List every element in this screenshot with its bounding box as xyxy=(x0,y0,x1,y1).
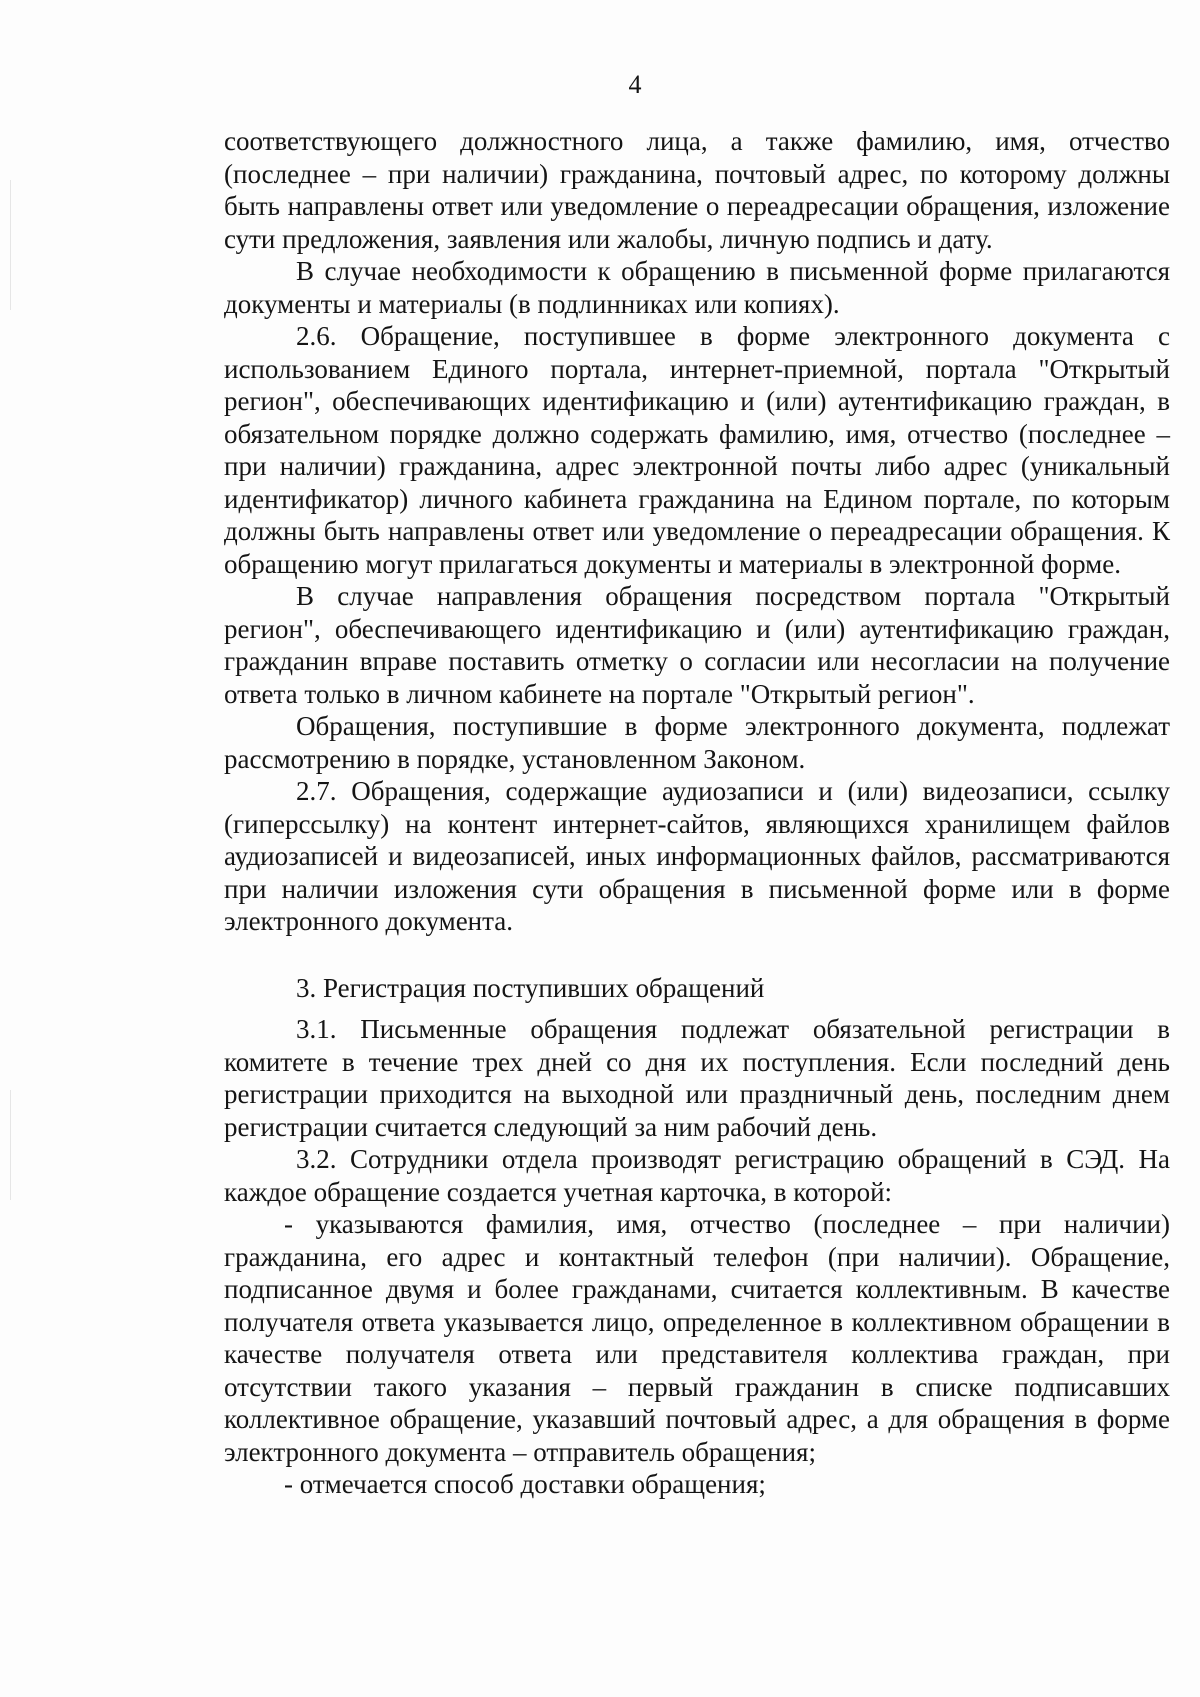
paragraph-3-2: 3.2. Сотрудники отдела производят регистрацию обращений в СЭД. На каждое обращение создается учетная карточка, в которой: xyxy=(224,1144,1170,1207)
paragraph-2-7: 2.7. Обращения, содержащие аудиозаписи и (или) видеозаписи, ссылку (гиперссылку) на контент интернет-сайтов, являющихся хранилищем файлов аудиозаписей и видеозаписей, иных информационных файлов, рассматриваются при наличии изложения сути обращения в письменной форме или в форме электронного документа. xyxy=(224,776,1170,936)
paragraph-2-6: 2.6. Обращение, поступившее в форме электронного документа с использованием Единого портала, интернет-приемной, портала "Открытый регион", обеспечивающих идентификацию и (или) аутентификацию граждан, в обязательном порядке должно содержать фамилию, имя, отчество (последнее – при наличии) гражданина, адрес электронной почты либо адрес (уникальный идентификатор) личного кабинета гражданина на Едином портале, по которым должны быть направлены ответ или уведомление о переадресации обращения. К обращению могут прилагаться документы и материалы в электронной форме. xyxy=(224,321,1170,579)
list-item: - указываются фамилия, имя, отчество (последнее – при наличии) гражданина, его адрес и контактный телефон (при наличии). Обращение, подписанное двумя и более гражданами, считается коллективным. В качестве получателя ответа указывается лицо, определенное в коллективном обращении в качестве получателя ответа или представителя коллектива граждан, при отсутствии такого указания – первый гражданин в списке подписавших коллективное обращение, указавший почтовый адрес, а для обращения в форме электронного документа – отправитель обращения; xyxy=(224,1209,1170,1467)
paragraph: В случае направления обращения посредством портала "Открытый регион", обеспечивающего идентификацию и (или) аутентификацию граждан, гражданин вправе поставить отметку о согласии или несогласии на получение ответа только в личном кабинете на портале "Открытый регион". xyxy=(224,581,1170,709)
list-item: - отмечается способ доставки обращения; xyxy=(284,1469,766,1499)
paragraph: Обращения, поступившие в форме электронного документа, подлежат рассмотрению в порядке, установленном Законом. xyxy=(224,711,1170,774)
scan-edge-mark xyxy=(10,180,11,310)
document-body xyxy=(224,125,1170,1501)
paragraph-3-1: 3.1. Письменные обращения подлежат обязательной регистрации в комитете в течение трех дней со дня их поступления. Если последний день регистрации приходится на выходной или праздничный день, последним днем регистрации считается следующий за ним рабочий день. xyxy=(224,1014,1170,1142)
paragraph: В случае необходимости к обращению в письменной форме прилагаются документы и материалы (в подлинниках или копиях). xyxy=(224,256,1170,319)
section-heading: 3. Регистрация поступивших обращений xyxy=(296,972,765,1003)
paragraph: соответствующего должностного лица, а также фамилию, имя, отчество (последнее – при наличии) гражданина, почтовый адрес, по которому должны быть направлены ответ или уведомление о переадресации обращения, изложение сути предложения, заявления или жалобы, личную подпись и дату. xyxy=(224,126,1170,254)
page-number: 4 xyxy=(628,70,642,99)
scan-edge-mark xyxy=(10,1090,11,1200)
